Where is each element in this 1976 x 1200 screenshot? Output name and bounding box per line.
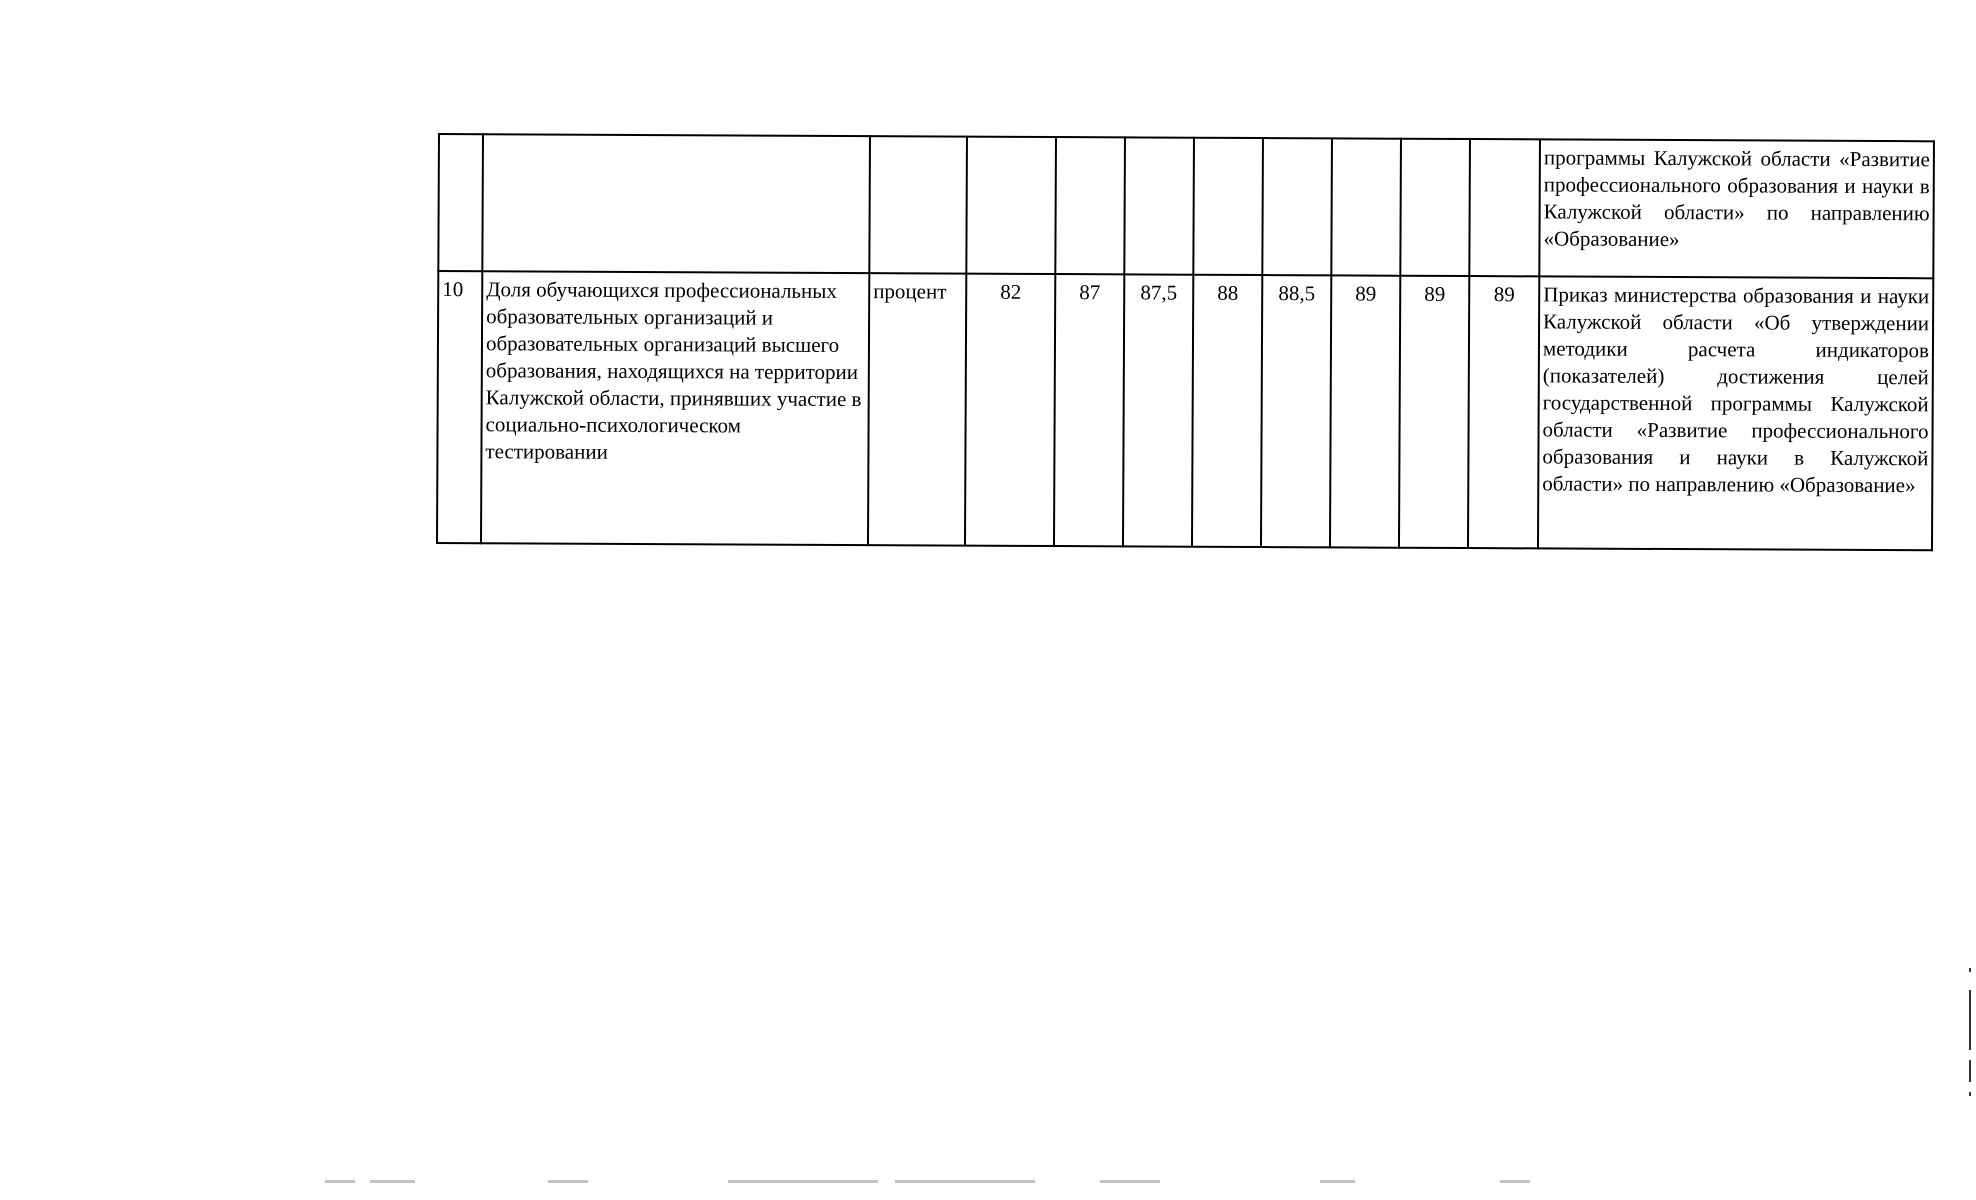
row-number-cell: 10 <box>437 271 482 543</box>
source-cell <box>1539 139 1934 278</box>
source-cell <box>1538 276 1933 550</box>
scan-noise <box>548 1180 588 1183</box>
indicators-table <box>436 133 1935 551</box>
value-cell: 89 <box>1399 276 1469 548</box>
value-cell <box>966 137 1056 274</box>
value-cell <box>1331 138 1401 275</box>
value-cell: 89 <box>1330 275 1400 547</box>
value-cell <box>1193 138 1263 275</box>
scan-noise <box>1320 1180 1355 1183</box>
value-cell <box>1262 138 1332 275</box>
value-cell: 88,5 <box>1261 275 1331 547</box>
document-sheet <box>436 133 1933 551</box>
scan-noise <box>1100 1180 1160 1183</box>
scan-noise <box>370 1180 415 1183</box>
value-cell: 88 <box>1192 275 1262 547</box>
value-cell: 87 <box>1054 274 1124 546</box>
indicator-name-cell <box>482 134 870 273</box>
value-cell <box>1124 137 1194 274</box>
scan-noise <box>1500 1180 1530 1183</box>
scan-noise <box>895 1180 1035 1183</box>
unit-cell <box>869 136 967 273</box>
source-text: Приказ министерства образования и науки Калужской области «Об утверждении методики расчета индикаторов (показателей) достижения целей государственной программы Калужской области «Развитие профессионального образования и науки в Калужской области» по направлению «Образование» <box>1542 282 1930 498</box>
scan-edge-mark <box>1969 968 1971 972</box>
value-cell <box>1469 139 1540 276</box>
table-row <box>437 271 1933 550</box>
row-number-cell <box>438 134 483 271</box>
indicator-name-cell: Доля обучающихся профессиональных образовательных организаций и образовательных организаций высшего образования, находящихся на территории Калужской области, принявших участие в социально-психологическом тестировании <box>481 271 869 545</box>
value-cell: 82 <box>965 274 1055 546</box>
value-cell: 87,5 <box>1123 274 1193 546</box>
table-row <box>438 134 1934 278</box>
value-cell <box>1400 139 1470 276</box>
value-cell: 89 <box>1468 276 1539 548</box>
value-cell <box>1055 137 1125 274</box>
scan-noise <box>325 1180 355 1183</box>
scan-edge-mark <box>1969 990 1971 1050</box>
unit-cell: процент <box>868 273 966 545</box>
scan-noise <box>728 1180 878 1183</box>
scan-edge-mark <box>1969 1092 1971 1096</box>
source-text: программы Калужской области «Развитие профессионального образования и науки в Калужской области» по направлению «Образование» <box>1543 145 1930 252</box>
scan-edge-mark <box>1969 1060 1971 1082</box>
